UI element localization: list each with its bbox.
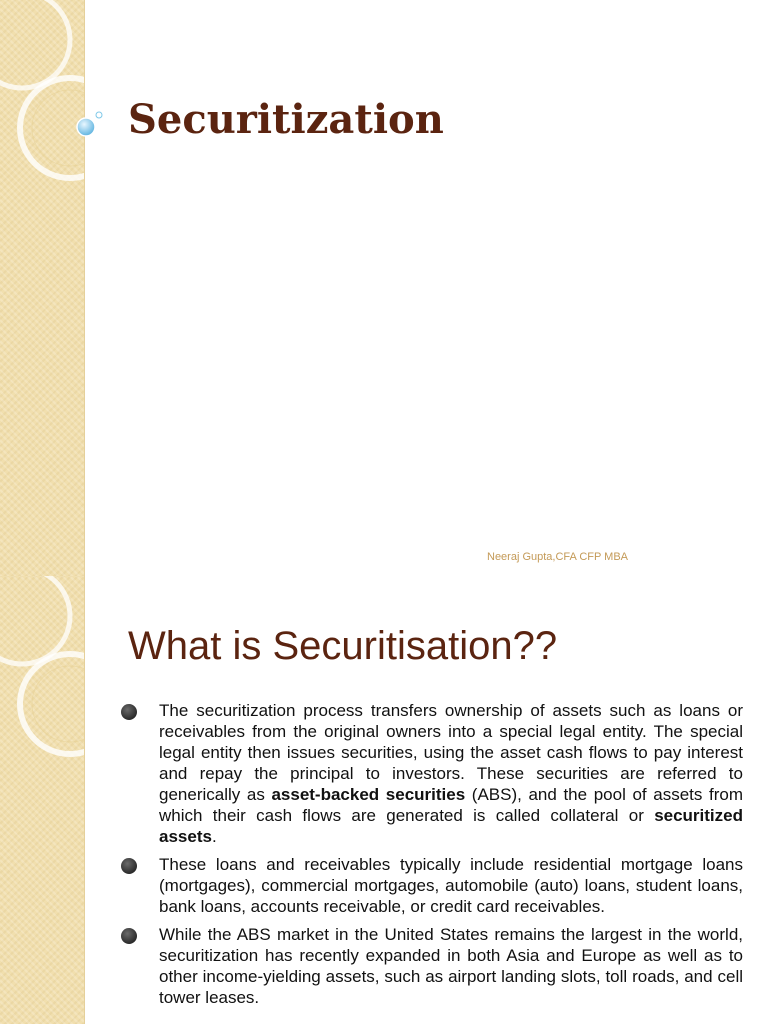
term-abs: asset-backed securities xyxy=(271,785,466,804)
decorative-sidebar xyxy=(0,0,85,576)
bullet-text: The securitization process transfers ownership of assets such as loans or receivables from the original owners into a special legal entity. The special legal entity then issues securities, using the asset cash flows to pay interest and repay the principal to investors. These securities are referred to generically as asset-backed securities (ABS), and the pool of assets from which their cash flows are generated is called collateral or securitized assets. xyxy=(159,701,743,846)
bullet-list xyxy=(118,700,743,1015)
bubble-icon xyxy=(74,108,106,140)
bullet-item xyxy=(118,700,743,847)
decorative-circles-icon xyxy=(0,0,84,576)
bullet-icon xyxy=(121,858,137,874)
decorative-circles-icon xyxy=(0,576,84,1024)
content-slide xyxy=(0,576,768,1024)
bullet-text: While the ABS market in the United States remains the largest in the world, securitization has recently expanded in both Asia and Europe as well as to other income-yielding assets, such as airport landing slots, toll roads, and cell tower leases. xyxy=(159,925,743,1007)
bullet-text: These loans and receivables typically include residential mortgage loans (mortgages), commercial mortgages, automobile (auto) loans, student loans, bank loans, accounts receivable, or credit card receivables. xyxy=(159,855,743,916)
bullet-item xyxy=(118,854,743,917)
author-credit: Neeraj Gupta,CFA CFP MBA xyxy=(487,551,629,563)
bullet-icon xyxy=(121,704,137,720)
bullet-item xyxy=(118,924,743,1008)
slide-title: Securitization xyxy=(128,96,444,143)
bullet-icon xyxy=(121,928,137,944)
slide-heading: What is Securitisation?? xyxy=(128,624,558,668)
decorative-sidebar xyxy=(0,576,85,1024)
term-securitized-assets: securitized assets xyxy=(159,806,743,846)
